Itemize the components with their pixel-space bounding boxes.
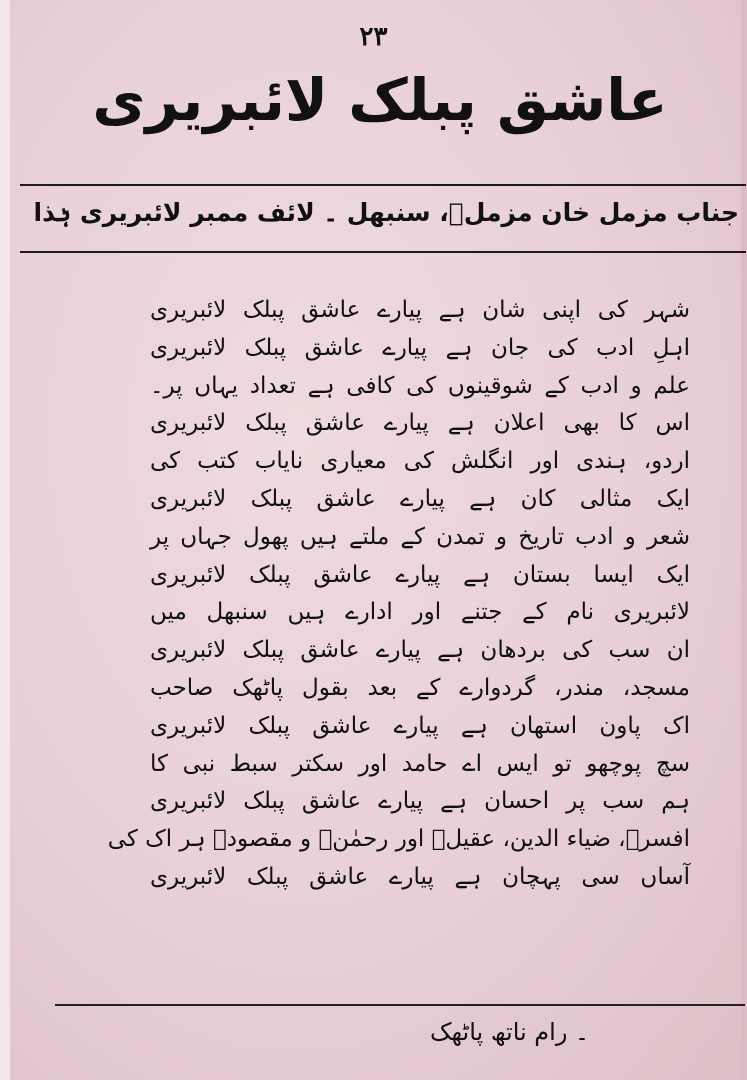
poem-line: اردو، ہندی اور انگلش کی معیاری نایاب کتب کی: [150, 448, 690, 475]
poem-line: افسرؔ، ضیاء الدین، عقیلؔ اور رحمٰنؔ و مقصودؔ ہر اک کی: [107, 826, 690, 853]
header-rule-bottom: [20, 251, 746, 253]
page-edge-left: [0, 0, 10, 1080]
poet-signature: ۔ رام ناتھ پاٹھک: [430, 1018, 590, 1046]
poem-line: آساں سی پہچان ہے پیارے عاشق پبلک لائبریری: [150, 863, 690, 890]
poem-line: ایک ایسا بستان ہے پیارے عاشق پبلک لائبریری: [150, 561, 690, 588]
poem-body: [107, 292, 690, 897]
poem-line: ان سب کی بردھان ہے پیارے عاشق پبلک لائبریری: [150, 637, 690, 664]
poem-line: ایک مثالی کان ہے پیارے عاشق پبلک لائبریری: [150, 485, 690, 512]
footer-rule: [55, 1004, 745, 1006]
poem-line: سچ پوچھو تو ایس اے حامد اور سکتر سبط نبی کا: [150, 750, 690, 777]
poem-line: اہلِ ادب کی جان ہے پیارے عاشق پبلک لائبریری: [150, 334, 690, 361]
poem-line: شہر کی اپنی شان ہے پیارے عاشق پبلک لائبریری: [150, 297, 690, 323]
poem-line: اک پاون استھان ہے پیارے عاشق پبلک لائبریری: [150, 712, 690, 739]
header-rule-top: [20, 184, 746, 186]
poem-line: علم و ادب کے شوقینوں کی کافی ہے تعداد یہاں پر۔: [150, 372, 690, 399]
poem-line: لائبریری نام کے جتنے اور ادارے ہیں سنبھل میں: [150, 599, 690, 626]
poem-line: اس کا بھی اعلان ہے پیارے عاشق پبلک لائبریری: [150, 410, 690, 437]
poem-line: شعر و ادب تاریخ و تمدن کے ملتے ہیں پھول جہاں پر: [150, 523, 690, 550]
author-byline: جناب مزمل خان مزملؔ، سنبھل ۔ لائف ممبر لائبریری ہٰذا: [33, 198, 739, 227]
page-title: عاشق پبلک لائبریری: [92, 66, 668, 134]
poem-line: مسجد، مندر، گردوارے کے بعد بقول پاٹھک صاحب: [150, 674, 690, 701]
poem-line: ہم سب پر احسان ہے پیارے عاشق پبلک لائبریری: [150, 788, 690, 815]
page-edge-right: [741, 0, 747, 1080]
page-number: ۲۳: [359, 22, 388, 52]
